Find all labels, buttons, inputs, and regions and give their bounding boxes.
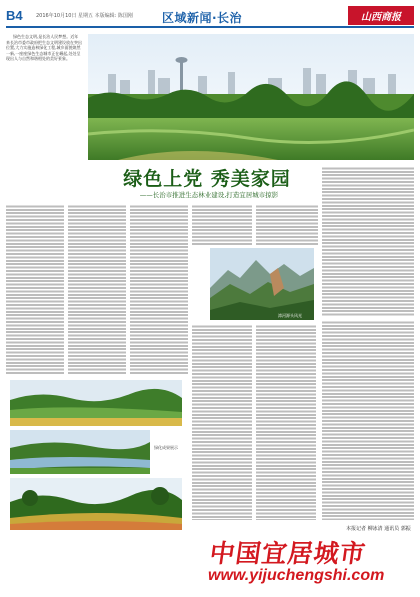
masthead-logo: 山西商报 bbox=[348, 6, 414, 25]
lower-photo-garden bbox=[10, 478, 182, 530]
mountain-photo bbox=[210, 248, 314, 320]
page-header bbox=[6, 6, 414, 28]
subheadline: ——长治市推进生态林业建设,打造宜居城市掠影 bbox=[139, 191, 279, 199]
lower-photo-river bbox=[10, 430, 150, 474]
lower-photo-park bbox=[10, 380, 182, 426]
headline: 绿色上党 秀美家园 bbox=[123, 168, 291, 190]
mountain-caption: 漳河源头风光 bbox=[278, 313, 302, 318]
body-column-3 bbox=[130, 204, 188, 374]
body-column-4 bbox=[192, 204, 252, 246]
body-column-6 bbox=[322, 166, 414, 316]
section-title: 区域新闻·长治 bbox=[162, 11, 243, 25]
lower-caption: 绿化成果展示 bbox=[154, 445, 178, 450]
page-number: B4 bbox=[6, 8, 23, 23]
body-column-1 bbox=[6, 204, 64, 374]
lead-paragraph: 绿色生态文明,是长治人民梦想。近年来长治市委市政府把生态文明建设放在突出位置,大力实施造林绿化工程,城乡面貌焕然一新,一座座绿色生态城市正在崛起,处处呈现出人与自然和谐相处的美好景象。 bbox=[6, 34, 82, 62]
body-column-7 bbox=[192, 324, 252, 520]
body-column-9 bbox=[322, 320, 414, 520]
date-line: 2016年10月10日 星期五 本版编辑: 陈国刚 bbox=[36, 13, 133, 19]
watermark-brand: 中国宜居城市 bbox=[207, 539, 368, 568]
body-column-2 bbox=[68, 204, 126, 374]
body-column-8 bbox=[256, 324, 316, 520]
city-panorama-photo bbox=[88, 34, 414, 160]
watermark-url: www.yijuchengshi.com bbox=[208, 567, 385, 584]
body-column-5 bbox=[256, 204, 318, 246]
byline: 本报记者 柳冰清 通讯员 郭振 bbox=[346, 526, 411, 532]
